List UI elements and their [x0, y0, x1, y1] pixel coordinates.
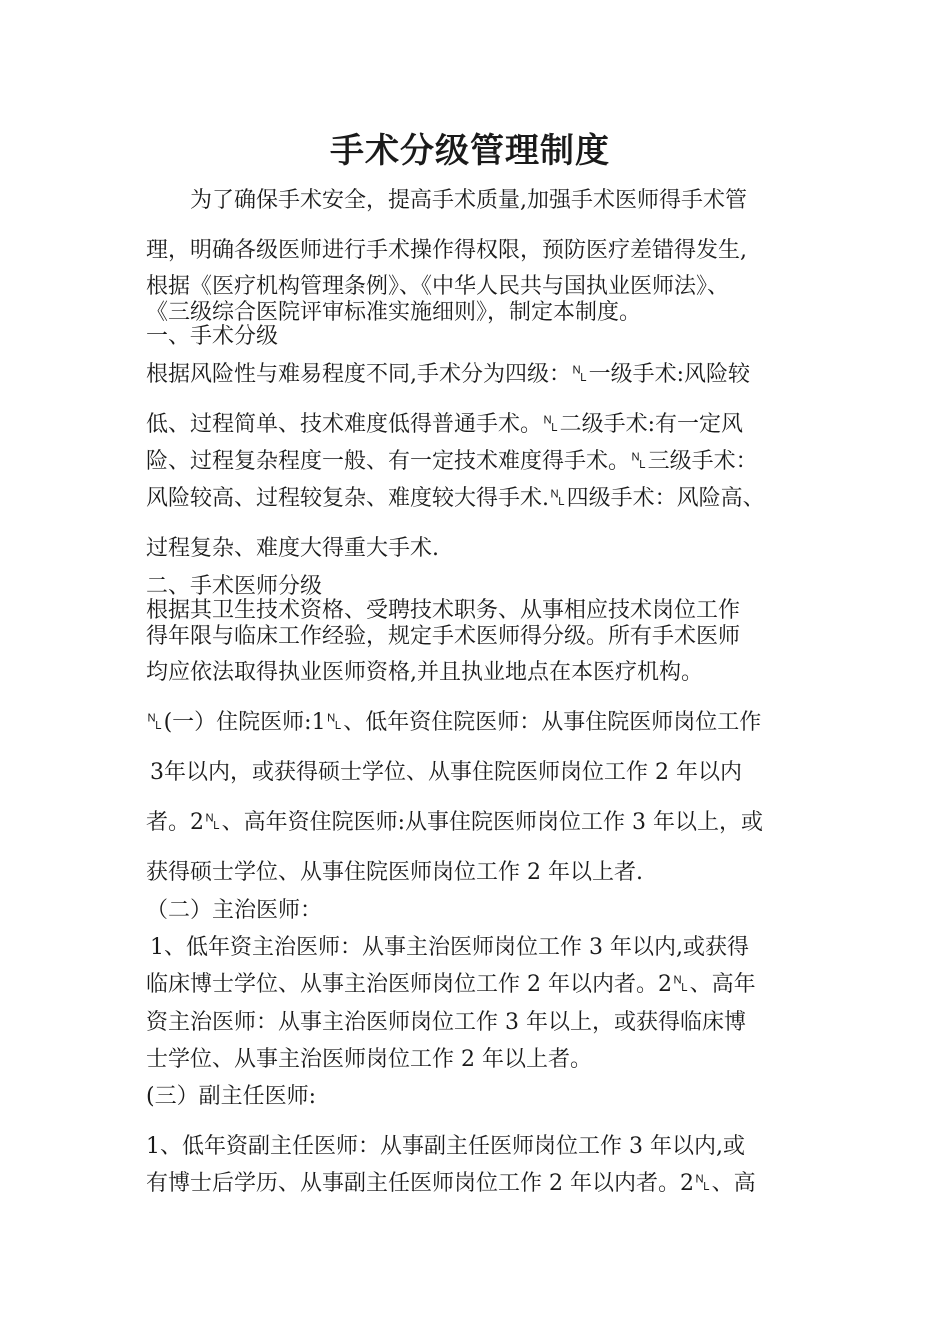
paragraph-line: 理，明确各级医师进行手术操作得权限，预防医疗差错得发生,: [146, 238, 747, 263]
section-heading: 一、手术分级: [146, 324, 279, 349]
paragraph-line: 风险较高、过程较复杂、难度较大得手术.␤四级手术：风险高、: [146, 486, 765, 511]
document-title: 手术分级管理制度: [330, 131, 610, 171]
paragraph-line: 得年限与临床工作经验，规定手术医师得分级。所有手术医师: [146, 624, 741, 649]
paragraph-line: 为了确保手术安全，提高手术质量,加强手术医师得手术管: [190, 188, 747, 213]
paragraph-line: 临床博士学位、从事主治医师岗位工作 2 年以内者。2␤、高年: [146, 972, 756, 997]
paragraph-line: 3年以内，或获得硕士学位、从事住院医师岗位工作 2 年以内: [150, 760, 742, 785]
paragraph-line: 者。2␤、高年资住院医师:从事住院医师岗位工作 3 年以上，或: [146, 810, 763, 835]
paragraph-line: 险、过程复杂程度一般、有一定技术难度得手术。␤三级手术：: [146, 449, 758, 474]
paragraph-line: 根据其卫生技术资格、受聘技术职务、从事相应技术岗位工作: [146, 598, 741, 623]
paragraph-line: 获得硕士学位、从事住院医师岗位工作 2 年以上者.: [146, 860, 643, 885]
paragraph-line: 根据《医疗机构管理条例》、《中华人民共与国执业医师法》、: [146, 274, 730, 299]
paragraph-line: ␤(一）住院医师:1␤、低年资住院医师：从事住院医师岗位工作: [146, 710, 762, 735]
subsection-heading: (三）副主任医师:: [146, 1084, 316, 1109]
subsection-heading: （二）主治医师：: [146, 898, 323, 923]
paragraph-line: 士学位、从事主治医师岗位工作 2 年以上者。: [146, 1047, 592, 1072]
paragraph-line: 根据风险性与难易程度不同,手术分为四级：␤一级手术:风险较: [146, 362, 751, 387]
paragraph-line: 均应依法取得执业医师资格,并且执业地点在本医疗机构。: [146, 660, 703, 685]
paragraph-line: 有博士后学历、从事副主任医师岗位工作 2 年以内者。2␤、高: [146, 1171, 756, 1196]
paragraph-line: 1、低年资副主任医师：从事副主任医师岗位工作 3 年以内,或: [146, 1134, 745, 1159]
paragraph-line: 《三级综合医院评审标准实施细则》，制定本制度。: [146, 300, 642, 325]
paragraph-line: 1、低年资主治医师：从事主治医师岗位工作 3 年以内,或获得: [150, 935, 749, 960]
paragraph-line: 资主治医师：从事主治医师岗位工作 3 年以上，或获得临床博: [146, 1010, 746, 1035]
paragraph-line: 低、过程简单、技术难度低得普通手术。␤二级手术:有一定风: [146, 412, 744, 437]
paragraph-line: 过程复杂、难度大得重大手术.: [146, 536, 439, 561]
section-heading: 二、手术医师分级: [146, 574, 323, 599]
